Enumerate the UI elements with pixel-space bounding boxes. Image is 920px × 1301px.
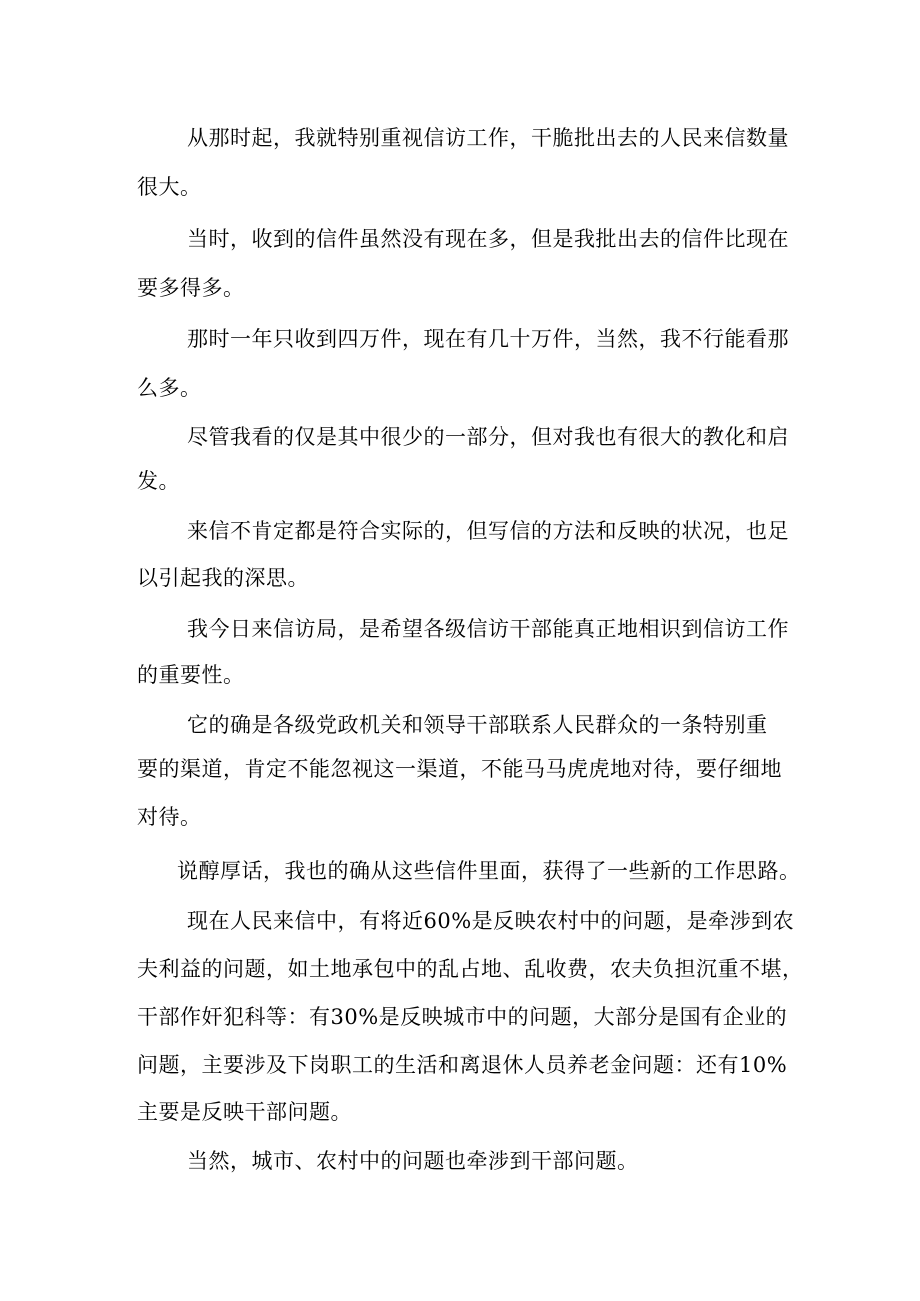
text-line: 尽管我看的仅是其中很少的一部分，但对我也有很大的教化和启 (187, 425, 789, 449)
text-line: 说醇厚话，我也的确从这些信件里面，获得了一些新的工作思路。 (177, 859, 801, 883)
text-line: 当时，收到的信件虽然没有现在多，但是我批出去的信件比现在 (187, 227, 789, 251)
text-line: 对待。 (137, 805, 202, 829)
text-line: 现在人民来信中，有将近60%是反映农村中的问题，是牵涉到农 (187, 909, 795, 933)
text-line: 很大。 (137, 175, 202, 199)
text-line: 么多。 (137, 376, 202, 400)
text-line: 它的确是各级党政机关和领导干部联系人民群众的一条特别重 (187, 713, 768, 737)
text-line: 我今日来信访局，是希望各级信访干部能真正地相识到信访工作 (187, 617, 789, 641)
text-line: 以引起我的深思。 (137, 566, 309, 590)
text-line: 主要是反映干部问题。 (137, 1100, 352, 1124)
text-line: 的重要性。 (137, 663, 245, 687)
text-line: 那时一年只收到四万件，现在有几十万件，当然，我不行能看那 (187, 327, 789, 351)
text-line: 当然，城市、农村中的问题也牵涉到干部问题。 (187, 1149, 639, 1173)
text-line: 发。 (137, 469, 180, 493)
text-line: 夫利益的问题，如土地承包中的乱占地、乱收费，农夫负担沉重不堪， (137, 957, 804, 981)
text-line: 来信不肯定都是符合实际的，但写信的方法和反映的状况，也足 (187, 519, 789, 543)
text-line: 从那时起，我就特别重视信访工作，干脆批出去的人民来信数量 (187, 126, 789, 150)
text-line: 要多得多。 (137, 276, 245, 300)
text-line: 要的渠道，肯定不能忽视这一渠道，不能马马虎虎地对待，要仔细地 (137, 757, 782, 781)
text-line: 问题，主要涉及下岗职工的生活和离退休人员养老金问题：还有10% (137, 1053, 788, 1077)
text-line: 干部作奸犯科等：有30%是反映城市中的问题，大部分是国有企业的 (137, 1005, 788, 1029)
